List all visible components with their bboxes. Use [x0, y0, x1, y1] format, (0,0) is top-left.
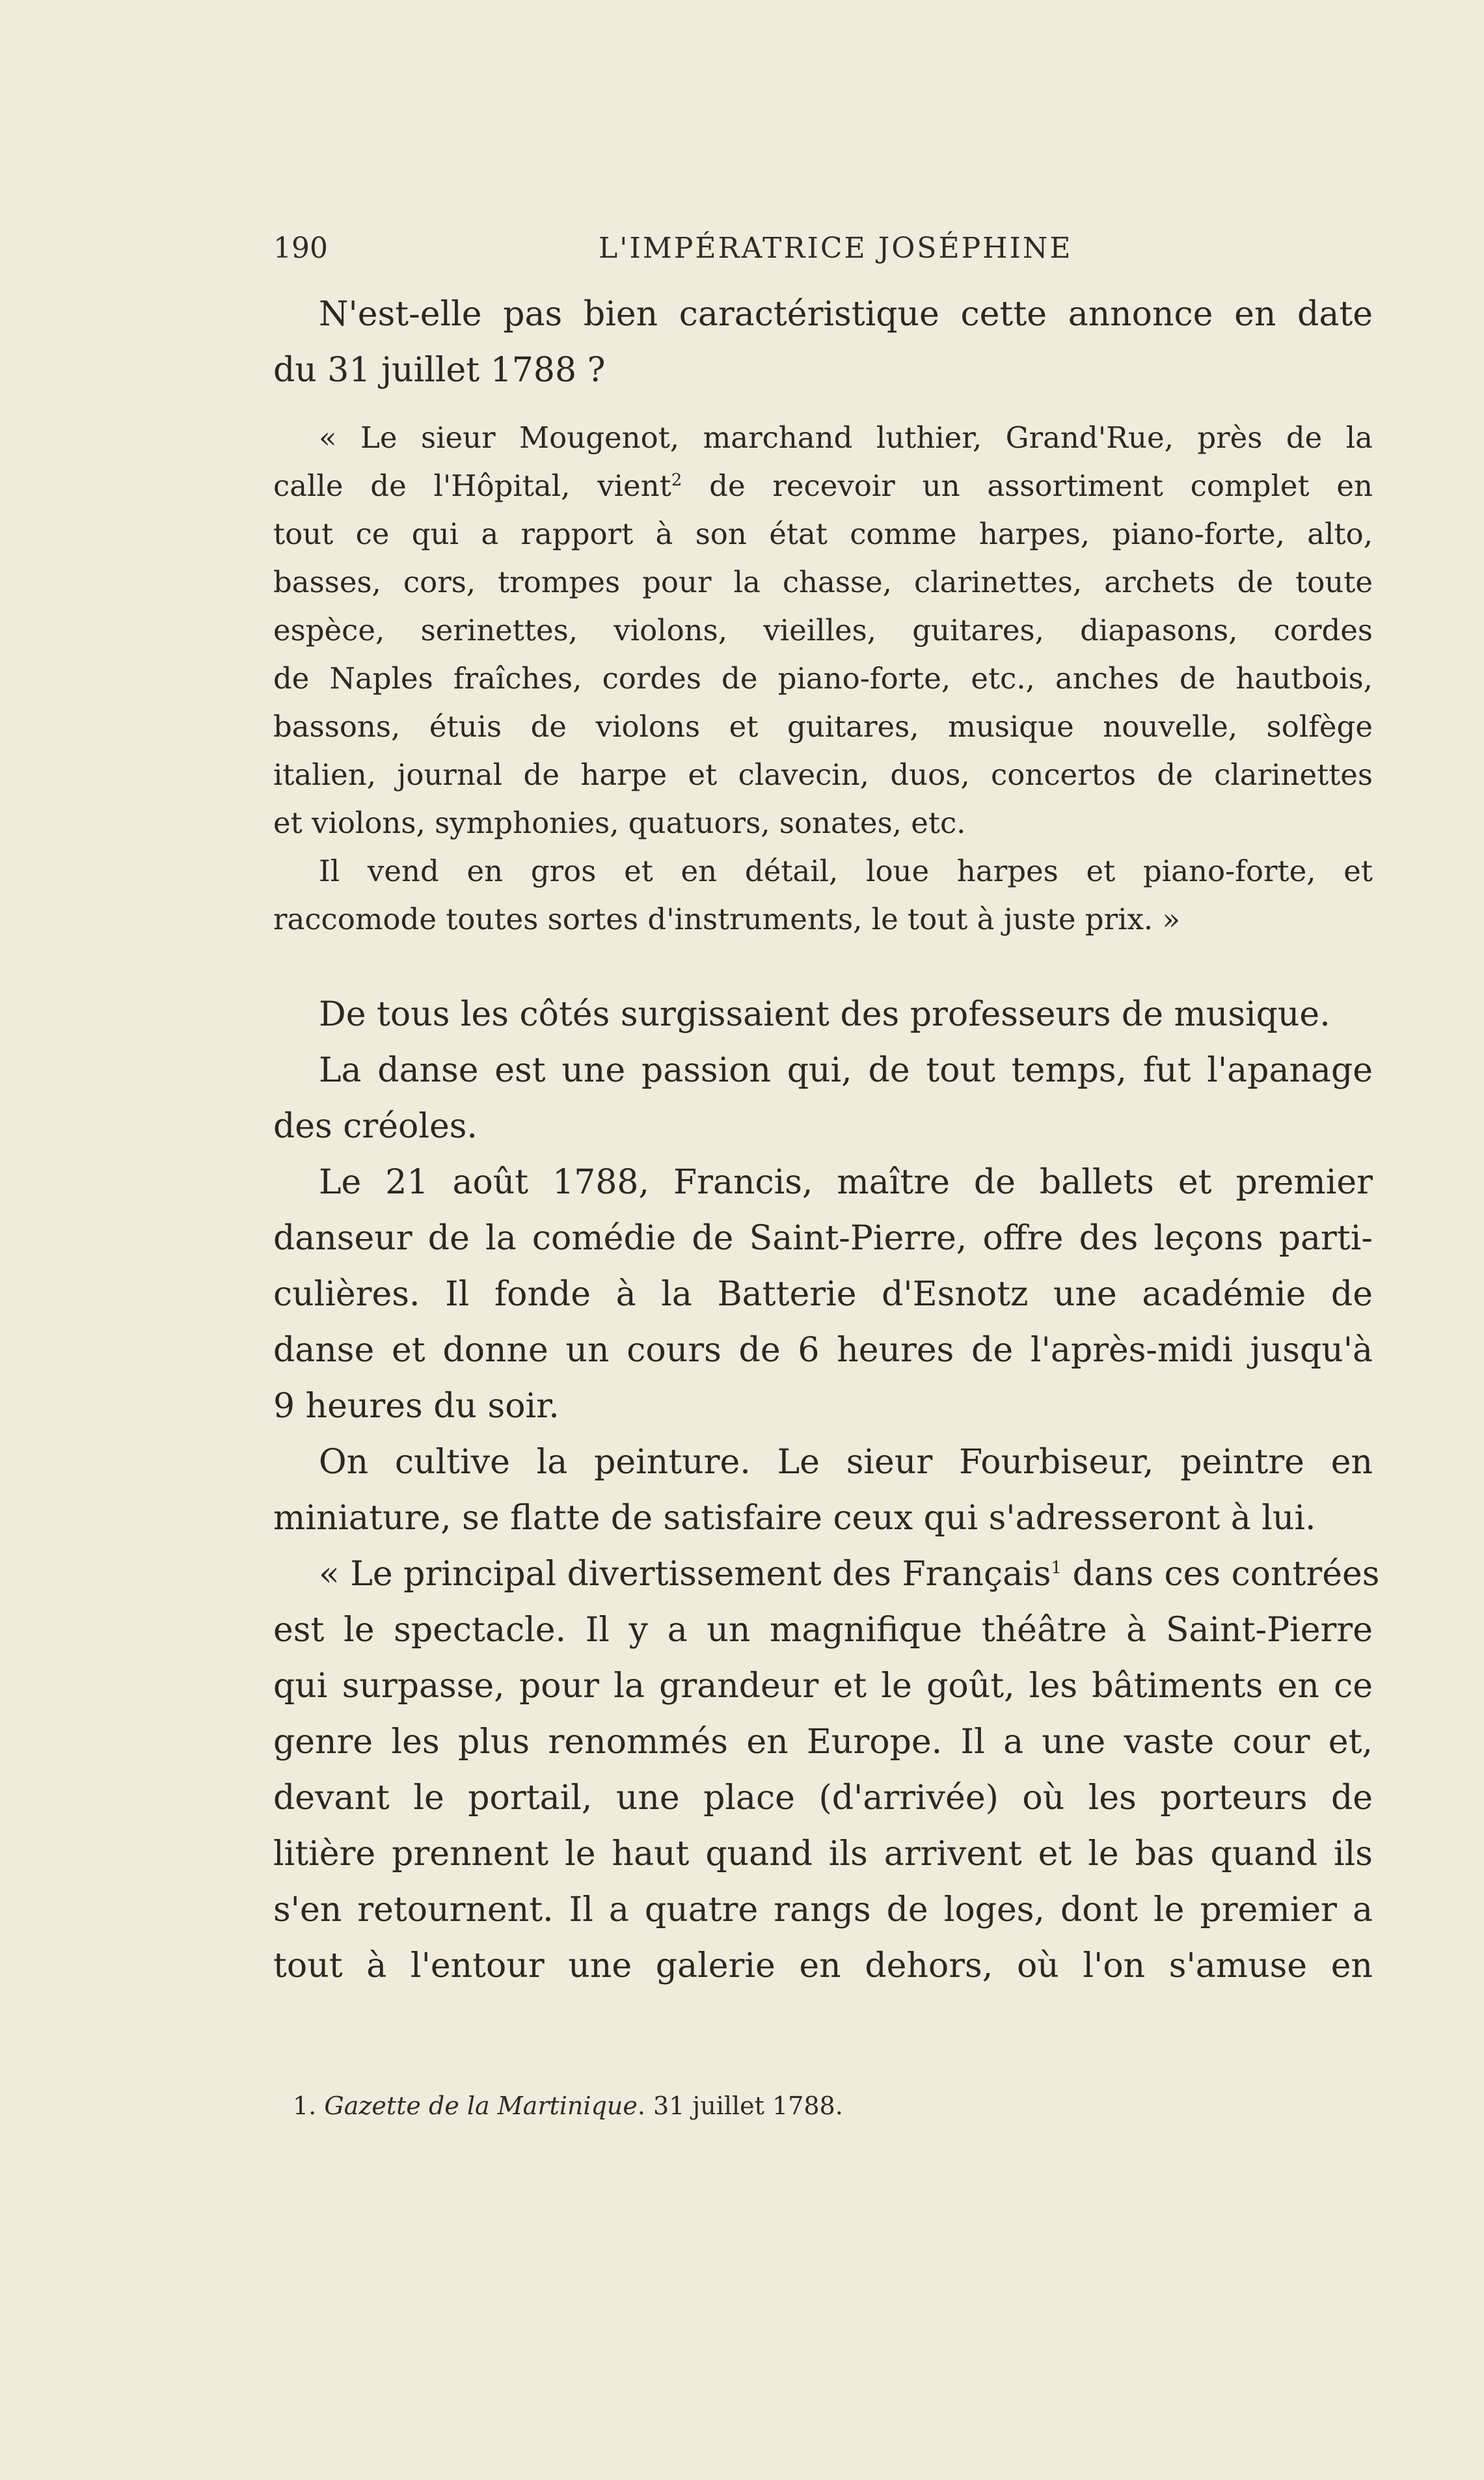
text-line: s'en retournent. Il a quatre rangs de loges, dont le premier a [273, 1890, 1373, 1929]
text-line: italien, journal de harpe et clavecin, duos, concertos de clarinettes [273, 757, 1373, 792]
text-line: espèce, serinettes, violons, vieilles, guitares, diapasons, cordes [273, 613, 1373, 647]
page-number: 190 [273, 232, 328, 265]
text-line: devant le portail, une place (d'arrivée) où les porteurs de [273, 1778, 1373, 1818]
text-line: de Naples fraîches, cordes de piano-forte, etc., anches de hautbois, [273, 661, 1373, 696]
text-line: tout ce qui a rapport à son état comme harpes, piano-forte, alto, [273, 517, 1373, 551]
footnote-source: Gazette de la Martinique [324, 2092, 638, 2120]
text-line: calle de l'Hôpital, vient$^2$ de recevoir un assortiment complet en [273, 469, 1373, 503]
text-line: du 31 juillet 1788 ? [273, 351, 606, 390]
text-line: On cultive la peinture. Le sieur Fourbiseur, peintre en [319, 1443, 1373, 1482]
text-line: tout à l'entour une galerie en dehors, où l'on s'amuse en [273, 1946, 1373, 1985]
text-line: « Le principal divertissement des Français$^1$ dans ces contrées [319, 1555, 1380, 1594]
body-text [273, 286, 1380, 1994]
footnote [293, 2088, 1334, 2124]
text-line: des créoles. [273, 1107, 478, 1146]
footnote-number: 1. [293, 2092, 317, 2120]
text-line: danseur de la comédie de Saint-Pierre, offre des leçons parti- [273, 1219, 1373, 1258]
paragraph-painting [273, 1434, 1373, 1546]
text-line: culières. Il fonde à la Batterie d'Esnotz une académie de [273, 1275, 1373, 1314]
quoted-advertisement [273, 414, 1373, 944]
paragraph-francis [273, 1154, 1373, 1434]
text-line: « Le sieur Mougenot, marchand luthier, Grand'Rue, près de la [319, 420, 1373, 455]
text-line: et violons, symphonies, quatuors, sonates, etc. [273, 806, 966, 840]
text-line: danse et donne un cours de 6 heures de l'après-midi jusqu'à [273, 1331, 1373, 1370]
text-line: La danse est une passion qui, de tout temps, fut l'apanage [319, 1051, 1373, 1090]
paragraph-dance [273, 1042, 1373, 1154]
text-line: De tous les côtés surgissaient des professeurs de musique. [319, 995, 1330, 1034]
note-marker: 2 [671, 470, 682, 490]
text-line: genre les plus renommés en Europe. Il a une vaste cour et, [273, 1723, 1373, 1762]
footnote-date: . 31 juillet 1788. [637, 2092, 843, 2120]
text-line: Le 21 août 1788, Francis, maître de ballets et premier [319, 1163, 1373, 1202]
text-line: raccomode toutes sortes d'instruments, le tout à juste prix. » [273, 902, 1180, 936]
text-line: miniature, se flatte de satisfaire ceux qui s'adresseront à lui. [273, 1499, 1316, 1538]
paragraph-intro [273, 286, 1373, 398]
text-line: N'est-elle pas bien caractéristique cette annonce en date [319, 295, 1373, 334]
text-line: est le spectacle. Il y a un magnifique théâtre à Saint-Pierre [273, 1611, 1373, 1650]
text-line: bassons, étuis de violons et guitares, musique nouvelle, solfège [273, 709, 1373, 744]
text-line: 9 heures du soir. [273, 1387, 560, 1426]
running-title: L'IMPÉRATRICE JOSÉPHINE [599, 232, 1073, 265]
running-head [273, 229, 1379, 268]
text-line: basses, cors, trompes pour la chasse, clarinettes, archets de toute [273, 565, 1373, 599]
text-line: Il vend en gros et en détail, loue harpes et piano-forte, et [319, 854, 1373, 888]
text-line: qui surpasse, pour la grandeur et le goût, les bâtiments en ce [273, 1667, 1373, 1706]
text-line: litière prennent le haut quand ils arrivent et le bas quand ils [273, 1834, 1373, 1874]
footnote-marker: 1 [1051, 1558, 1062, 1578]
paragraph-music [273, 987, 1373, 1042]
paragraph-theatre [273, 1546, 1380, 1994]
